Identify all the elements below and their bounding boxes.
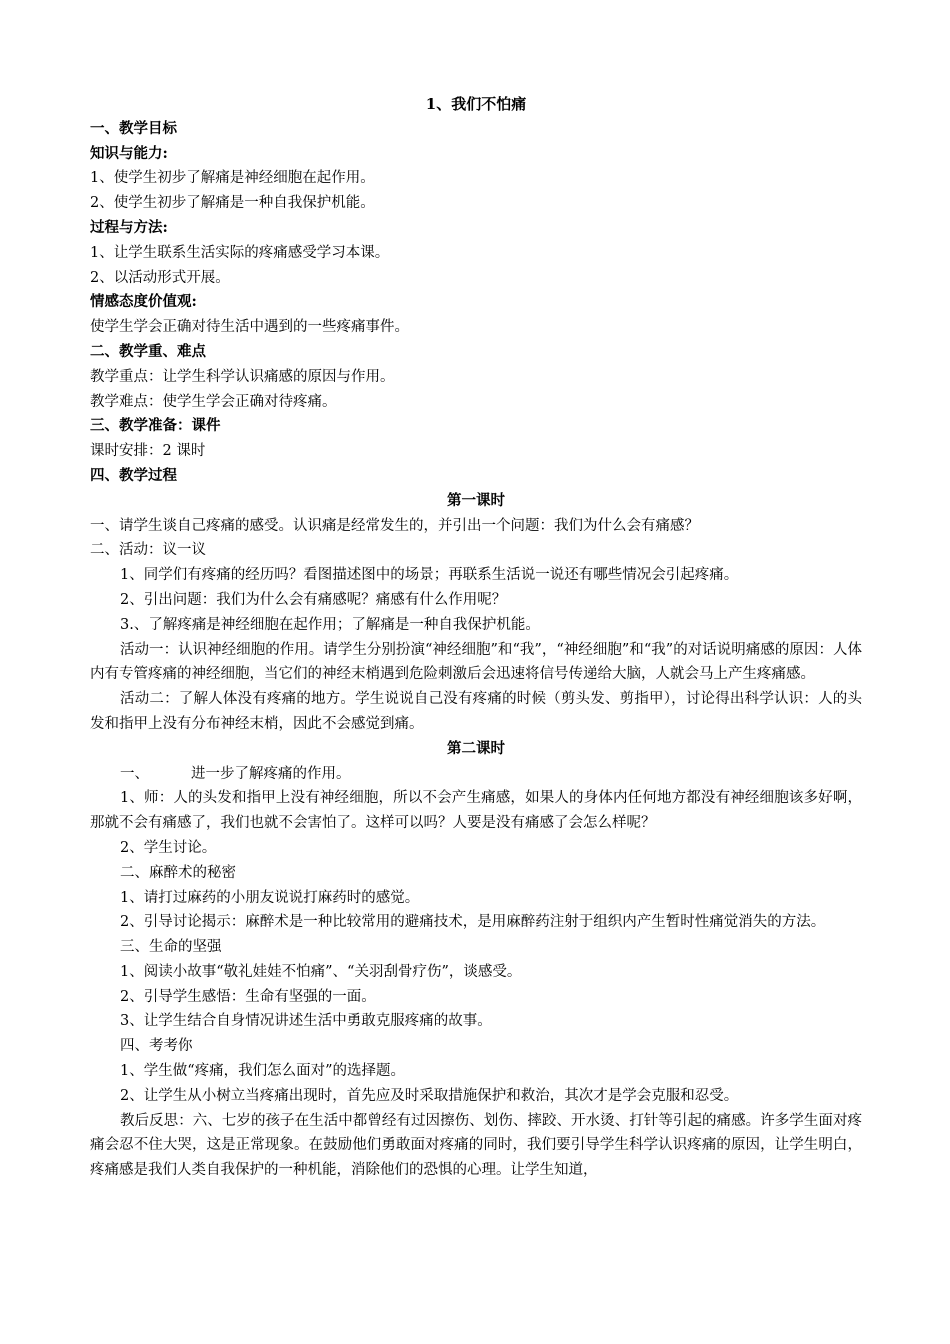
lesson-paragraph: 2、引出问题：我们为什么会有痛感呢？痛感有什么作用呢？ bbox=[120, 591, 507, 608]
lesson-paragraph: 1、阅读小故事“敬礼娃娃不怕痛”、“关羽刮骨疗伤”，谈感受。 bbox=[120, 963, 522, 980]
lesson-paragraph bbox=[90, 762, 862, 787]
lesson-paragraph: 1、请打过麻药的小朋友说说打麻药时的感觉。 bbox=[120, 889, 420, 906]
lesson-paragraph: 一、请学生谈自己疼痛的感受。认识痛是经常发生的，并引出一个问题：我们为什么会有痛感？ bbox=[90, 517, 699, 534]
lesson-paragraph: 2、让学生从小树立当疼痛出现时，首先应及时采取措施保护和救治，其次才是学会克服和忍受。 bbox=[120, 1087, 739, 1104]
objective-line: 1、让学生联系生活实际的疼痛感受学习本课。 bbox=[90, 244, 390, 261]
schedule-line: 课时安排：2 课时 bbox=[90, 443, 206, 460]
subheading-knowledge: 知识与能力: bbox=[90, 144, 168, 162]
activity-two-paragraph: 活动二：了解人体没有疼痛的地方。学生说说自己没有疼痛的时候（剪头发、剪指甲），讨论得出科学认识：人的头发和指甲上没有分布神经末梢，因此不会感觉到痛。 bbox=[90, 691, 862, 732]
lesson-paragraph: 二、活动：议一议 bbox=[90, 542, 206, 559]
objective-line: 使学生学会正确对待生活中遇到的一些疼痛事件。 bbox=[90, 319, 409, 336]
lesson-one-title: 第一课时 bbox=[447, 491, 505, 509]
document-title: 1、我们不怕痛 bbox=[425, 95, 527, 113]
lesson-two-title: 第二课时 bbox=[447, 739, 505, 757]
lesson-paragraph: 三、生命的坚强 bbox=[120, 939, 222, 956]
activity-one-paragraph: 活动一：认识神经细胞的作用。请学生分别扮演“神经细胞”和“我”，“神经细胞”和“我”的对话说明痛感的原因：人体内有专管疼痛的神经细胞，当它们的神经末梢遇到危险刺激后会迅速将信号传递给大脑，人就会马上产生疼痛感。 bbox=[90, 641, 862, 683]
objective-line: 1、使学生初步了解痛是神经细胞在起作用。 bbox=[90, 170, 375, 187]
document-page bbox=[90, 92, 862, 1183]
subheading-attitude: 情感态度价值观: bbox=[90, 293, 197, 311]
section-heading-key-points: 二、教学重、难点 bbox=[90, 342, 206, 360]
lesson-paragraph: 1、同学们有疼痛的经历吗？看图描述图中的场景；再联系生活说一说还有哪些情况会引起疼痛。 bbox=[120, 567, 739, 584]
objective-line: 2、使学生初步了解痛是一种自我保护机能。 bbox=[90, 195, 375, 212]
list-number: 一、 bbox=[120, 765, 149, 782]
subheading-process: 过程与方法: bbox=[90, 218, 168, 236]
lesson-paragraph: 3.、了解疼痛是神经细胞在起作用；了解痛是一种自我保护机能。 bbox=[120, 616, 540, 633]
section-heading-preparation: 三、教学准备：课件 bbox=[90, 417, 221, 435]
lesson-paragraph: 1、学生做“疼痛，我们怎么面对”的选择题。 bbox=[120, 1063, 406, 1080]
objective-line: 2、以活动形式开展。 bbox=[90, 269, 230, 286]
section-heading-objectives: 一、教学目标 bbox=[90, 119, 177, 137]
list-text: 进一步了解疼痛的作用。 bbox=[191, 765, 351, 782]
lesson-paragraph: 1、师：人的头发和指甲上没有神经细胞，所以不会产生痛感，如果人的身体内任何地方都没有神经细胞该多好啊，那就不会有痛感了，我们也就不会害怕了。这样可以吗？人要是没有痛感了会怎么样呢？ bbox=[90, 790, 862, 832]
lesson-paragraph: 2、学生讨论。 bbox=[120, 839, 217, 856]
section-heading-process: 四、教学过程 bbox=[90, 466, 177, 484]
lesson-paragraph: 3、让学生结合自身情况讲述生活中勇敢克服疼痛的故事。 bbox=[120, 1013, 492, 1030]
lesson-paragraph: 二、麻醉术的秘密 bbox=[120, 864, 236, 881]
key-point-line: 教学重点：让学生科学认识痛感的原因与作用。 bbox=[90, 368, 395, 385]
lesson-paragraph: 2、引导学生感悟：生命有坚强的一面。 bbox=[120, 988, 376, 1005]
lesson-paragraph: 2、引导讨论揭示：麻醉术是一种比较常用的避痛技术，是用麻醉药注射于组织内产生暂时性痛觉消失的方法。 bbox=[120, 914, 826, 931]
lesson-paragraph: 四、考考你 bbox=[120, 1038, 193, 1055]
difficulty-line: 教学难点：使学生学会正确对待疼痛。 bbox=[90, 393, 337, 410]
reflection-paragraph: 教后反思：六、七岁的孩子在生活中都曾经有过因擦伤、划伤、摔跤、开水烫、打针等引起的痛感。许多学生面对疼痛会忍不住大哭，这是正常现象。在鼓励他们勇敢面对疼痛的同时，我们要引导学生科学认识疼痛的原因，让学生明白，疼痛感是我们人类自我保护的一种机能，消除他们的恐惧的心理。让学生知道， bbox=[90, 1112, 862, 1179]
